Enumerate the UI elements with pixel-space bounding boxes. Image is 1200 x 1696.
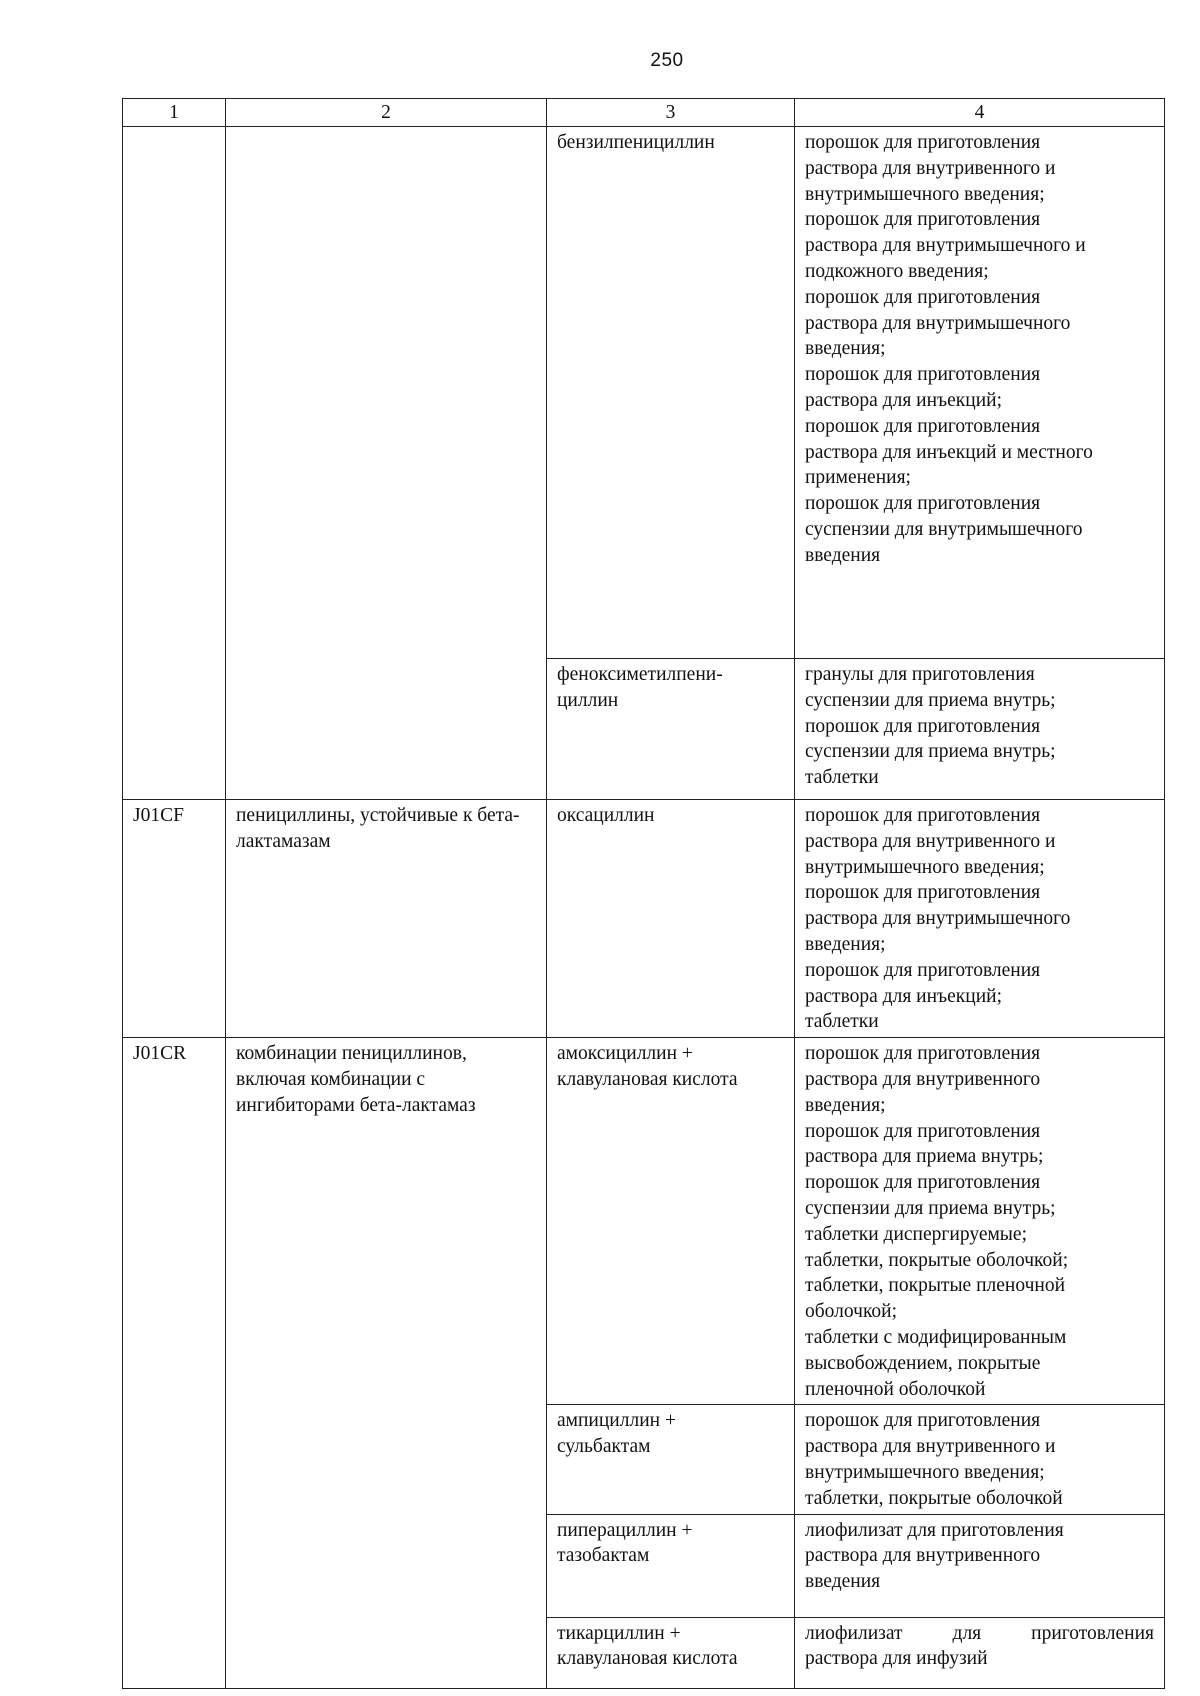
dosage-forms-cell: лиофилизат для приготовления раствора для внутривенного введения bbox=[795, 1514, 1165, 1617]
drug-name-cell: амоксициллин + клавулановая кислота bbox=[547, 1038, 795, 1405]
drug-name-cell: пиперациллин + тазобактам bbox=[547, 1514, 795, 1617]
drug-list-table bbox=[122, 98, 1165, 1689]
dosage-forms-line bbox=[805, 1621, 1154, 1647]
dosage-forms-cell: порошок для приготовления раствора для внутривенного и внутримышечного введения; порошок для приготовления раствора для внутримышечного и подкожного введения; порошок для приготовления раствора для внутримышечного введения; порошок для приготовления раствора для инъекций; порошок для приготовления раствора для инъекций и местного применения; порошок для приготовления суспензии для внутримышечного введения bbox=[795, 127, 1165, 659]
drug-name-cell: бензилпенициллин bbox=[547, 127, 795, 659]
table-row bbox=[123, 1038, 1165, 1405]
atc-code-cell bbox=[123, 127, 226, 800]
group-name-cell: пенициллины, устойчивые к бета-лактамазам bbox=[226, 800, 547, 1038]
dosage-forms-word: для bbox=[952, 1622, 982, 1644]
column-header-4: 4 bbox=[795, 99, 1165, 127]
page-number: 250 bbox=[650, 50, 684, 71]
group-name-cell bbox=[226, 127, 547, 800]
drug-name-cell: тикарциллин + клавулановая кислота bbox=[547, 1617, 795, 1688]
drug-name-cell: оксациллин bbox=[547, 800, 795, 1038]
column-header-1: 1 bbox=[123, 99, 226, 127]
dosage-forms-cell: порошок для приготовления раствора для внутривенного введения; порошок для приготовления раствора для приема внутрь; порошок для приготовления суспензии для приема внутрь; таблетки диспергируемые; таблетки, покрытые оболочкой; таблетки, покрытые пленочной оболочкой; таблетки с модифицированным высвобождением, покрытые пленочной оболочкой bbox=[795, 1038, 1165, 1405]
dosage-forms-cell: порошок для приготовления раствора для внутривенного и внутримышечного введения; порошок для приготовления раствора для внутримышечного введения; порошок для приготовления раствора для инъекций; таблетки bbox=[795, 800, 1165, 1038]
atc-code-cell: J01CR bbox=[123, 1038, 226, 1688]
dosage-forms-cell: гранулы для приготовления суспензии для приема внутрь; порошок для приготовления суспензии для приема внутрь; таблетки bbox=[795, 659, 1165, 800]
drug-name-cell: ампициллин + сульбактам bbox=[547, 1405, 795, 1514]
dosage-forms-cell bbox=[795, 1617, 1165, 1688]
group-name-cell: комбинации пенициллинов, включая комбинации с ингибиторами бета-лактамаз bbox=[226, 1038, 547, 1688]
table-row bbox=[123, 127, 1165, 659]
drug-name-cell: феноксиметилпени- циллин bbox=[547, 659, 795, 800]
dosage-forms-word: лиофилизат bbox=[805, 1622, 903, 1644]
dosage-forms-cell: порошок для приготовления раствора для внутривенного и внутримышечного введения; таблетки, покрытые оболочкой bbox=[795, 1405, 1165, 1514]
table-row bbox=[123, 800, 1165, 1038]
column-header-2: 2 bbox=[226, 99, 547, 127]
dosage-forms-word: приготовления bbox=[1031, 1622, 1154, 1644]
atc-code-cell: J01CF bbox=[123, 800, 226, 1038]
table-header-row bbox=[123, 99, 1165, 127]
column-header-3: 3 bbox=[547, 99, 795, 127]
dosage-forms-line: раствора для инфузий bbox=[805, 1648, 988, 1670]
